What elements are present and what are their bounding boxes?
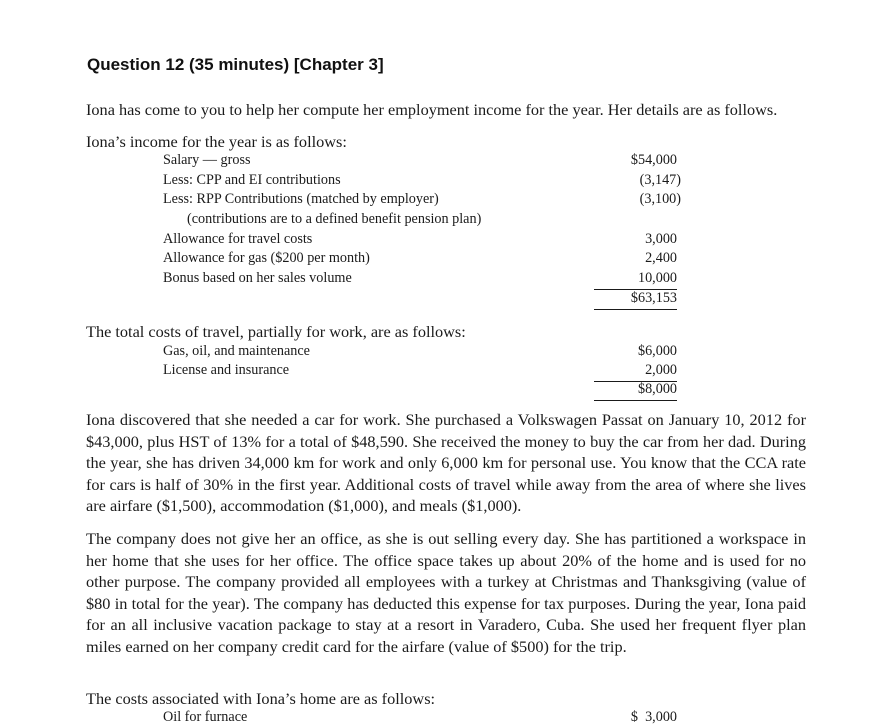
income-row-label: Allowance for gas ($200 per month) xyxy=(163,250,370,266)
income-row-amount: 2,400 xyxy=(645,250,677,266)
income-row-note: (contributions are to a defined benefit pension plan) xyxy=(187,211,482,227)
travel-heading: The total costs of travel, partially for work, are as follows: xyxy=(86,322,466,341)
income-row-amount-underlined: 10,000 xyxy=(594,269,677,290)
travel-total: $8,000 xyxy=(594,380,677,401)
question-title: Question 12 (35 minutes) [Chapter 3] xyxy=(87,55,384,74)
travel-row-amount-underlined: 2,000 xyxy=(594,361,677,382)
travel-row-amount: $6,000 xyxy=(637,343,677,359)
intro-paragraph: Iona has come to you to help her compute her employment income for the year. Her details are as follows. xyxy=(86,100,778,119)
car-paragraph: Iona discovered that she needed a car for work. She purchased a Volkswagen Passat on January 10, 2012 for $43,000, plus HST of 13% for a total of $48,590. She received the money to buy the car from her dad. During the year, she has driven 34,000 km for work and only 6,000 km for personal use. You know that the CCA rate for cars is half of 30% in the first year. Additional costs of travel while away from the area of where she lives are airfare ($1,500), accommodation ($1,000), and meals ($1,000). xyxy=(86,410,806,516)
travel-row-label: Gas, oil, and maintenance xyxy=(163,343,310,359)
home-row-amount: $ 3,000 xyxy=(630,709,677,725)
income-row-label: Less: RPP Contributions (matched by employer) xyxy=(163,191,439,207)
income-row-label: Bonus based on her sales volume xyxy=(163,270,352,286)
income-heading: Iona’s income for the year is as follows: xyxy=(86,132,347,151)
income-row-label: Salary — gross xyxy=(163,152,251,168)
home-row-label: Oil for furnace xyxy=(163,709,248,725)
income-total: $63,153 xyxy=(594,289,677,310)
home-heading: The costs associated with Iona’s home are as follows: xyxy=(86,689,436,708)
income-row-label: Allowance for travel costs xyxy=(163,231,313,247)
office-paragraph: The company does not give her an office, as she is out selling every day. She has partitioned a workspace in her home that she uses for her office. The office space takes up about 20% of the home and is used for no other purpose. The company provided all employees with a turkey at Christmas and Thanksgiving (value of $80 in total for the year). The company has deducted this expense for tax purposes. During the year, Iona paid for an all inclusive vacation package to stay at a resort in Varadero, Cuba. She used her frequent flyer plan miles earned on her company credit card for the airfare (value of $500) for the trip. xyxy=(86,529,806,656)
income-row-amount: $54,000 xyxy=(630,152,677,168)
travel-row-label: License and insurance xyxy=(163,362,290,378)
income-row-amount: 3,000 xyxy=(645,231,677,247)
income-row-label: Less: CPP and EI contributions xyxy=(163,172,341,188)
income-row-amount: (3,147) xyxy=(639,172,681,188)
income-row-amount: (3,100) xyxy=(639,191,681,207)
